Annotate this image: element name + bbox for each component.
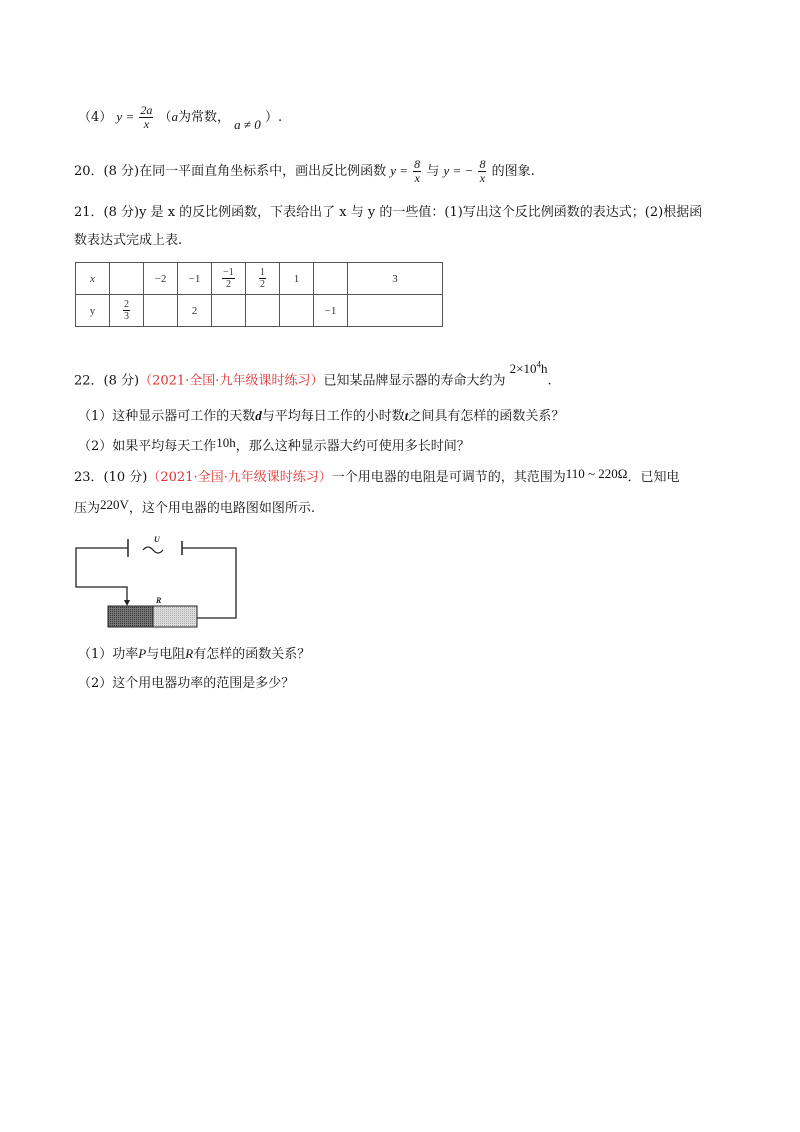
q19-part4 — [78, 104, 282, 131]
f1-lhs: y = — [390, 163, 409, 178]
x-cell-3: −1 — [178, 263, 212, 295]
y-cell-8 — [348, 295, 443, 327]
y-cell-4 — [212, 295, 246, 327]
q23-sub1 — [78, 644, 310, 665]
q23-line2 — [74, 498, 315, 519]
table-row-y — [76, 295, 443, 327]
slider-arrow-icon — [124, 600, 130, 606]
x-label-cell: x — [76, 263, 110, 295]
resistor-light-section — [153, 606, 197, 627]
q22-sub1-a: （1）这种显示器可工作的天数 — [78, 409, 256, 424]
q23-sub1-b: 与电阻 — [146, 647, 186, 662]
var-t: t — [404, 408, 409, 423]
var-d: d — [255, 408, 262, 423]
q22-sub1-b: 与平均每日工作的小时数 — [261, 409, 405, 424]
q23-source: （2021·全国·九年级课时练习） — [147, 470, 332, 485]
x-cell-6: 1 — [280, 263, 314, 295]
x-cell-8: 3 — [348, 263, 443, 295]
x-cell-1 — [110, 263, 144, 295]
x-cell-5-value — [259, 267, 266, 290]
var-r: R — [185, 646, 194, 661]
cell-fraction-numerator: −1 — [223, 267, 234, 278]
q22-sub2-a: （2）如果平均每天工作 — [78, 439, 217, 454]
f2-denominator: x — [479, 171, 486, 185]
y-label-cell: y — [76, 295, 110, 327]
x-cell-2: −2 — [144, 263, 178, 295]
lifetime-mantissa: 2×10 — [509, 361, 537, 377]
q23-text1: 一个用电器的电阻是可调节的，其范围为 — [331, 470, 566, 485]
part-label: （4） — [78, 110, 113, 125]
value-table — [75, 262, 443, 327]
q21-line1: 21．(8 分)y 是 x 的反比例函数，下表给出了 x 与 y 的一些值：(1)写出这个反比例函数的表达式；(2)根据函 — [74, 205, 703, 220]
q22-sub2 — [78, 436, 470, 457]
q22-lifetime — [510, 361, 548, 376]
x-cell-5 — [246, 263, 280, 295]
lifetime-unit: h — [540, 361, 548, 377]
y-cell-2 — [144, 295, 178, 327]
q20-suffix: 的图象. — [491, 164, 535, 179]
q22-prefix: 22．(8 分) — [74, 373, 140, 389]
f1-numerator: 8 — [414, 157, 421, 171]
q23-line2-a: 压为 — [74, 501, 101, 516]
f2-numerator: 8 — [479, 157, 486, 171]
condition: a ≠ 0 — [234, 117, 261, 132]
q22-sub2-b: ，那么这种显示器大约可使用多长时间？ — [235, 439, 470, 454]
y-cell-3: 2 — [178, 295, 212, 327]
cell-fraction-denominator: 2 — [260, 279, 265, 290]
resistor-dark-section — [108, 606, 153, 627]
var-p: P — [138, 646, 147, 661]
lifetime-exponent: 4 — [536, 360, 541, 370]
q23-line2-b: ，这个用电器的电路图如图所示. — [128, 501, 316, 516]
q22-text: 已知某品牌显示器的寿命大约为 — [323, 373, 506, 389]
x-cell-4 — [212, 263, 246, 295]
f2-fraction — [478, 158, 486, 185]
circuit-diagram — [72, 533, 244, 633]
y-cell-5 — [246, 295, 280, 327]
q23-sub1-c: 有怎样的函数关系？ — [193, 647, 311, 662]
q21-line2: 数表达式完成上表. — [74, 233, 183, 248]
r-label: R — [156, 596, 162, 605]
q22-source: （2021·全国·九年级课时练习） — [139, 373, 324, 389]
y-cell-1-value — [123, 299, 130, 322]
q23-sub2: （2）这个用电器功率的范围是多少？ — [78, 676, 295, 691]
q22-sub1-c: 之间具有怎样的函数关系？ — [408, 409, 565, 424]
q22-sub1 — [78, 406, 564, 427]
cell-fraction-numerator: 2 — [124, 299, 129, 310]
note-open: （ — [158, 110, 172, 125]
q22-hours: 10h — [216, 435, 236, 450]
question-22 — [74, 360, 552, 391]
x-cell-7 — [314, 263, 348, 295]
cell-fraction-denominator: 2 — [225, 279, 231, 290]
fraction-numerator: 2a — [140, 103, 153, 117]
var-a: a — [171, 109, 179, 124]
q22-end: . — [547, 373, 552, 389]
f2-lhs: y = − — [443, 163, 474, 178]
y-cell-7: −1 — [314, 295, 348, 327]
q23-sub1-a: （1）功率 — [78, 647, 139, 662]
note-text: 为常数， — [178, 110, 231, 125]
y-cell-6 — [280, 295, 314, 327]
q23-prefix: 23．(10 分) — [74, 470, 148, 485]
fraction — [139, 104, 153, 131]
q23-voltage: 220V — [100, 497, 129, 512]
f1-denominator: x — [414, 171, 420, 185]
cell-fraction-denominator: 3 — [124, 311, 129, 322]
table-row-x — [76, 263, 443, 295]
q23-text2: ．已知电 — [627, 470, 680, 485]
cell-fraction-numerator: 1 — [260, 267, 265, 278]
q23-range: 110 ~ 220Ω — [565, 466, 628, 481]
question-20 — [74, 158, 535, 185]
q20-mid: 与 — [426, 164, 440, 179]
x-cell-4-value — [222, 267, 235, 290]
note-close: ）. — [264, 110, 283, 125]
lhs: y = — [116, 109, 135, 124]
fraction-denominator: x — [143, 117, 150, 131]
f1-fraction — [413, 158, 421, 185]
y-cell-1 — [110, 295, 144, 327]
question-23 — [74, 467, 679, 488]
u-label: U — [154, 535, 160, 544]
q20-prefix: 20．(8 分)在同一平面直角坐标系中，画出反比例函数 — [74, 164, 387, 179]
